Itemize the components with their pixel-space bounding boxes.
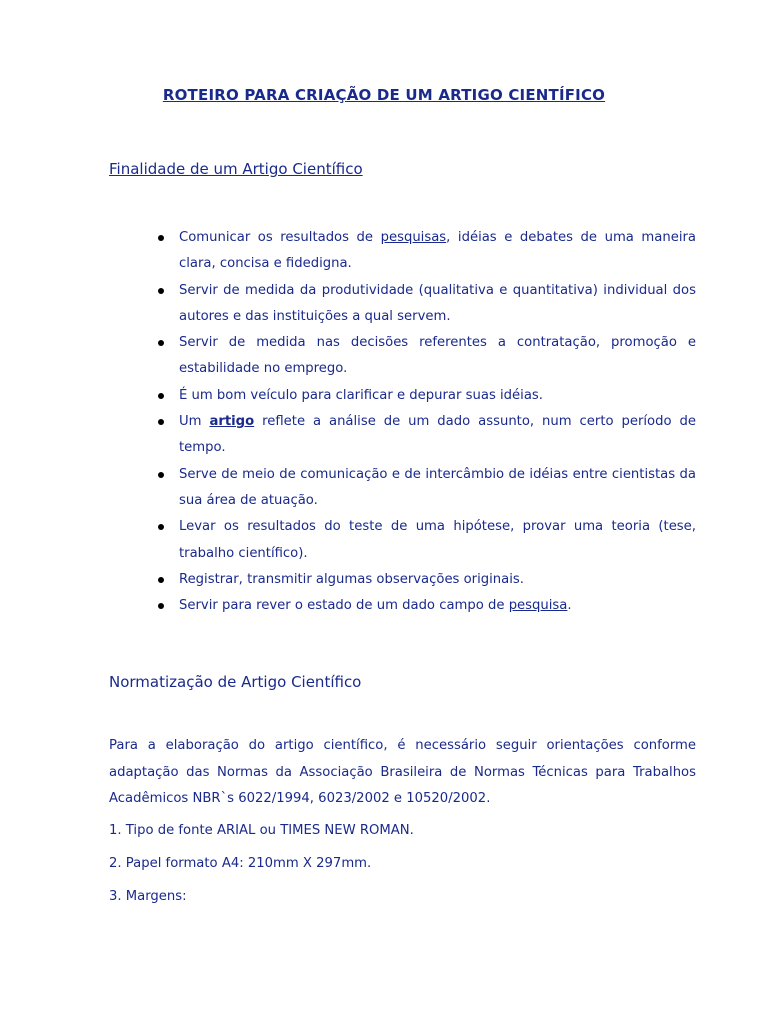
bullet-icon bbox=[158, 419, 164, 425]
list-item-text: , idéias e debates de uma maneira clara, concisa e fidedigna. bbox=[179, 230, 696, 272]
numbered-item-margins: 3. Margens: bbox=[109, 889, 187, 904]
numbered-item-paper: 2. Papel formato A4: 210mm X 297mm. bbox=[109, 856, 372, 871]
list-item bbox=[152, 225, 696, 278]
link-pesquisas[interactable]: pesquisas bbox=[380, 230, 447, 245]
purpose-bullet-list bbox=[152, 225, 696, 619]
list-item-text: Levar os resultados do teste de uma hipótese, provar uma teoria (tese, trabalho científico). bbox=[179, 519, 696, 561]
bullet-icon bbox=[158, 472, 164, 478]
list-item bbox=[152, 593, 696, 619]
list-item bbox=[152, 409, 696, 462]
list-item bbox=[152, 383, 696, 409]
list-item bbox=[152, 567, 696, 593]
list-item-text: Registrar, transmitir algumas observações originais. bbox=[179, 571, 524, 587]
numbered-item-font: 1. Tipo de fonte ARIAL ou TIMES NEW ROMAN. bbox=[109, 823, 414, 838]
list-item-text: Comunicar os resultados de bbox=[179, 230, 381, 245]
list-item-text: Servir para rever o estado de um dado campo de bbox=[179, 598, 509, 614]
section-heading-normatizacao: Normatização de Artigo Científico bbox=[109, 673, 362, 691]
list-item-text: Um bbox=[179, 414, 210, 430]
list-item-text: Servir de medida da produtividade (qualitativa e quantitativa) individual dos autores e das instituições a qual servem. bbox=[179, 282, 696, 324]
section-heading-finalidade: Finalidade de um Artigo Científico bbox=[109, 160, 363, 178]
list-item bbox=[152, 462, 696, 515]
list-item-text: É um bom veículo para clarificar e depurar suas idéias. bbox=[179, 387, 543, 403]
bullet-icon bbox=[158, 340, 164, 346]
bullet-icon bbox=[158, 524, 164, 530]
list-item bbox=[152, 514, 696, 567]
bullet-icon bbox=[158, 577, 164, 583]
bullet-icon bbox=[158, 235, 164, 241]
link-pesquisa[interactable]: pesquisa bbox=[508, 598, 568, 614]
bullet-icon bbox=[158, 288, 164, 294]
document-title: ROTEIRO PARA CRIAÇÃO DE UM ARTIGO CIENTÍFICO bbox=[162, 86, 606, 104]
link-artigo[interactable]: artigo bbox=[209, 414, 255, 430]
list-item-text: reflete a análise de um dado assunto, num certo período de tempo. bbox=[179, 414, 696, 456]
list-item bbox=[152, 330, 696, 383]
bullet-icon bbox=[158, 393, 164, 399]
bullet-icon bbox=[158, 603, 164, 609]
intro-paragraph: Para a elaboração do artigo científico, é necessário seguir orientações conforme adaptação das Normas da Associação Brasileira de Normas Técnicas para Trabalhos Acadêmicos NBR`s 6022/1994, 6023/2002 e 10520/2002. bbox=[109, 738, 696, 806]
list-item-text: Serve de meio de comunicação e de intercâmbio de idéias entre cientistas da sua área de atuação. bbox=[179, 466, 696, 508]
list-item-text: Servir de medida nas decisões referentes a contratação, promoção e estabilidade no emprego. bbox=[179, 335, 696, 377]
list-item-text: . bbox=[567, 598, 572, 614]
list-item bbox=[152, 278, 696, 331]
